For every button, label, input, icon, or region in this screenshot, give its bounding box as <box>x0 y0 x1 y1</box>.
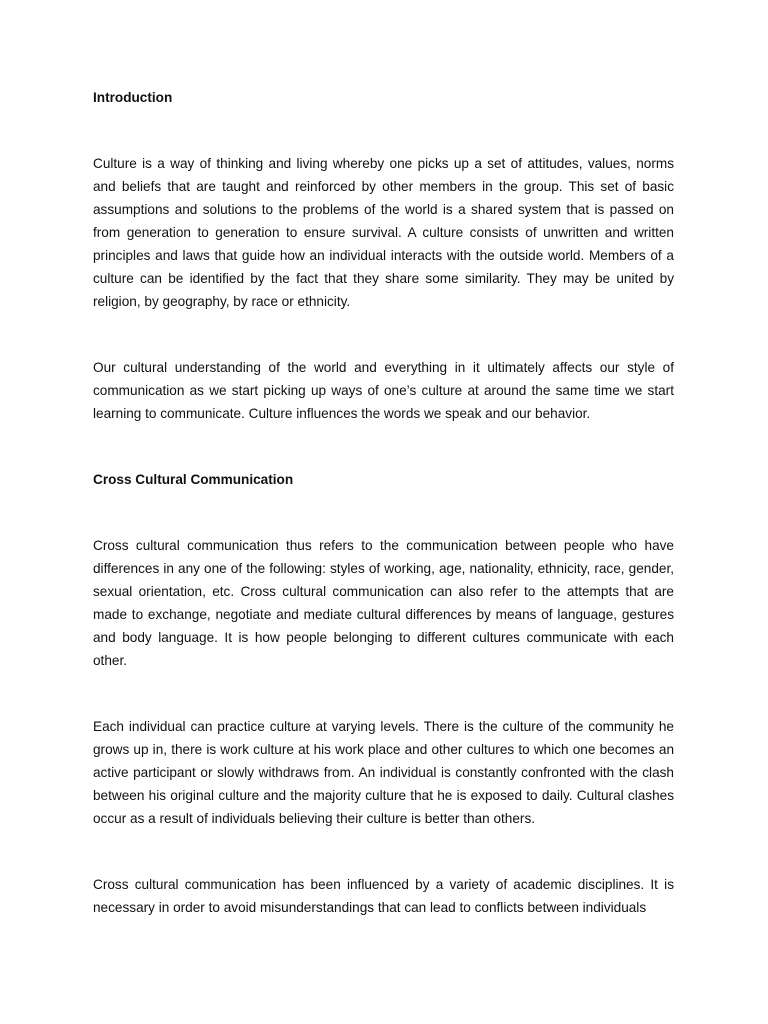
paragraph-cross-cultural-definition: Cross cultural communication thus refers to the communication between people who have differences in any one of the following: styles of working, age, nationality, ethnicity, race, gender, sexual orientation, etc. Cross cultural communication can also refer to the attempts that are made to exchange, negotiate and mediate cultural differences by means of language, gestures and body language. It is how people belonging to different cultures communicate with each other. <box>93 538 674 668</box>
paragraph-academic-influence: Cross cultural communication has been influenced by a variety of academic disciplines. It is necessary in order to avoid misunderstandings that can lead to conflicts between individuals <box>93 877 674 915</box>
paragraph-cultural-understanding: Our cultural understanding of the world and everything in it ultimately affects our style of communication as we start picking up ways of one’s culture at around the same time we start learning to communicate. Culture influences the words we speak and our behavior. <box>93 360 674 421</box>
heading-cross-cultural-communication: Cross Cultural Communication <box>93 472 294 487</box>
heading-introduction: Introduction <box>93 90 173 105</box>
paragraph-culture-definition: Culture is a way of thinking and living whereby one picks up a set of attitudes, values, norms and beliefs that are taught and reinforced by other members in the group. This set of basic assumptions and solutions to the problems of the world is a shared system that is passed on from generation to generation to ensure survival. A culture consists of unwritten and written principles and laws that guide how an individual interacts with the outside world. Members of a culture can be identified by the fact that they share some similarity. They may be united by religion, by geography, by race or ethnicity. <box>93 156 674 309</box>
document-body <box>93 86 674 919</box>
paragraph-culture-levels: Each individual can practice culture at varying levels. There is the culture of the community he grows up in, there is work culture at his work place and other cultures to which one becomes an active participant or slowly withdraws from. An individual is constantly confronted with the clash between his original culture and the majority culture that he is exposed to daily. Cultural clashes occur as a result of individuals believing their culture is better than others. <box>93 719 674 826</box>
